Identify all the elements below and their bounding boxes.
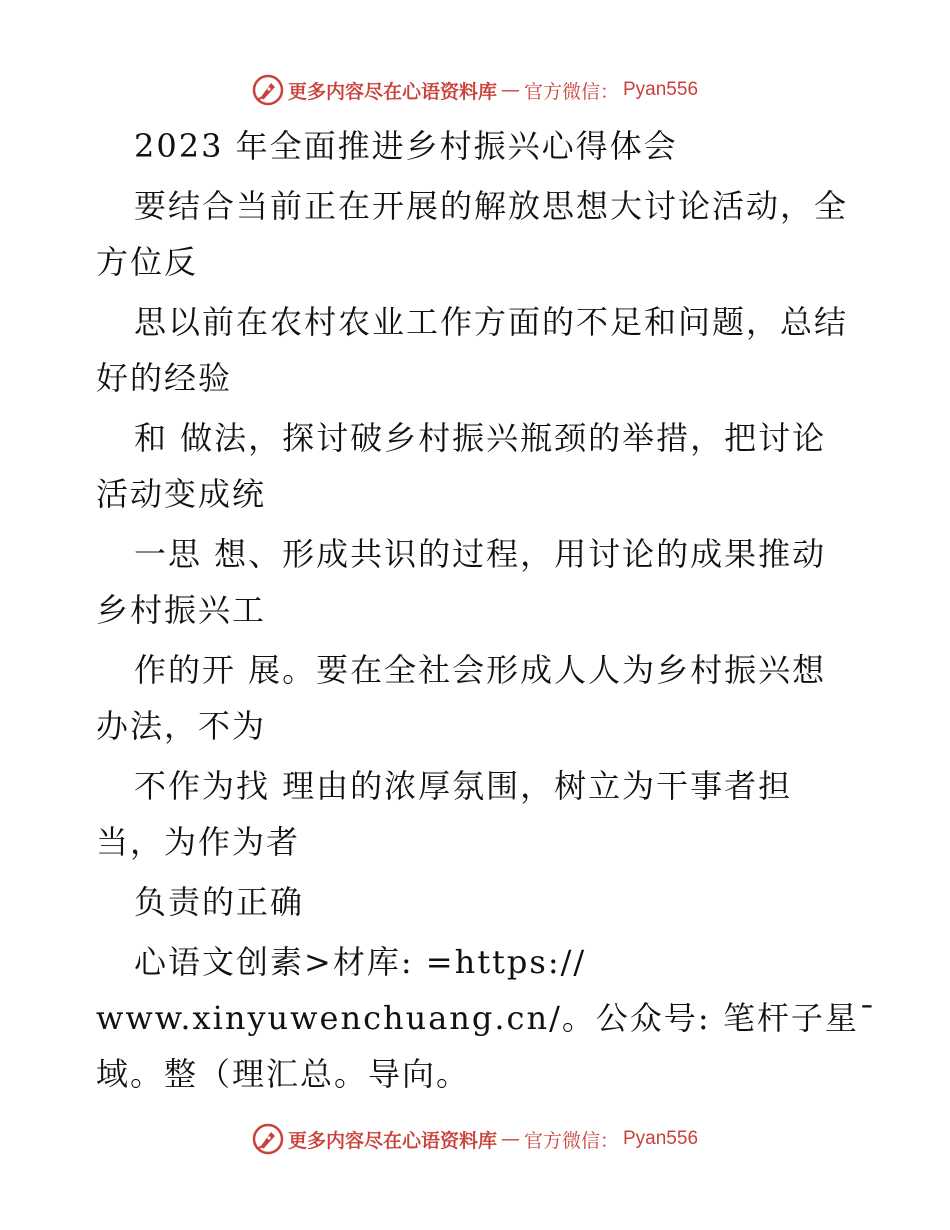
document-line: 活动变成统 <box>96 475 267 513</box>
document-line: 域。整（理汇总。导向。 <box>96 1055 471 1093</box>
document-line: 作的开 展。要在全社会形成人人为乡村振兴想 <box>134 651 827 689</box>
document-line: www.xinyuwenchuang.cn/。公众号: 笔杆子星¯ <box>96 999 877 1037</box>
document-line: 和 做法，探讨破乡村振兴瓶颈的举措，把讨论 <box>134 419 827 457</box>
document-line: 思以前在农村农业工作方面的不足和问题，总结 <box>134 303 849 341</box>
document-line: 负责的正确 <box>134 883 305 921</box>
document-line: 方位反 <box>96 243 199 281</box>
banner-wechat-id: Pyan556 <box>623 1128 699 1149</box>
banner-text: 更多内容尽在心语资料库 <box>287 1129 497 1152</box>
footer-banner <box>0 1117 950 1161</box>
document-line: 乡村振兴工 <box>96 591 267 629</box>
banner-text: 更多内容尽在心语资料库 <box>287 80 497 103</box>
banner-wechat-id: Pyan556 <box>623 79 699 100</box>
document-line: 心语文创素>材库: =https:// <box>134 943 587 981</box>
document-title: 2023 年全面推进乡村振兴心得体会 <box>134 127 678 165</box>
document-line: 要结合当前正在开展的解放思想大讨论活动，全 <box>134 187 849 225</box>
banner-wechat-label: 官方微信： <box>523 1129 619 1152</box>
document-line: 办法，不为 <box>96 707 267 745</box>
document-line: 当，为作为者 <box>96 823 301 861</box>
banner-dash: — <box>500 1128 520 1150</box>
document-line: 不作为找 理由的浓厚氛围，树立为干事者担 <box>134 767 793 805</box>
banner-dash: — <box>500 79 520 101</box>
pen-nib-logo-icon <box>252 1123 284 1155</box>
document-line: 一思 想、形成共识的过程，用讨论的成果推动 <box>134 535 827 573</box>
banner-wechat-label: 官方微信： <box>523 80 619 103</box>
document-line: 好的经验 <box>96 359 233 397</box>
